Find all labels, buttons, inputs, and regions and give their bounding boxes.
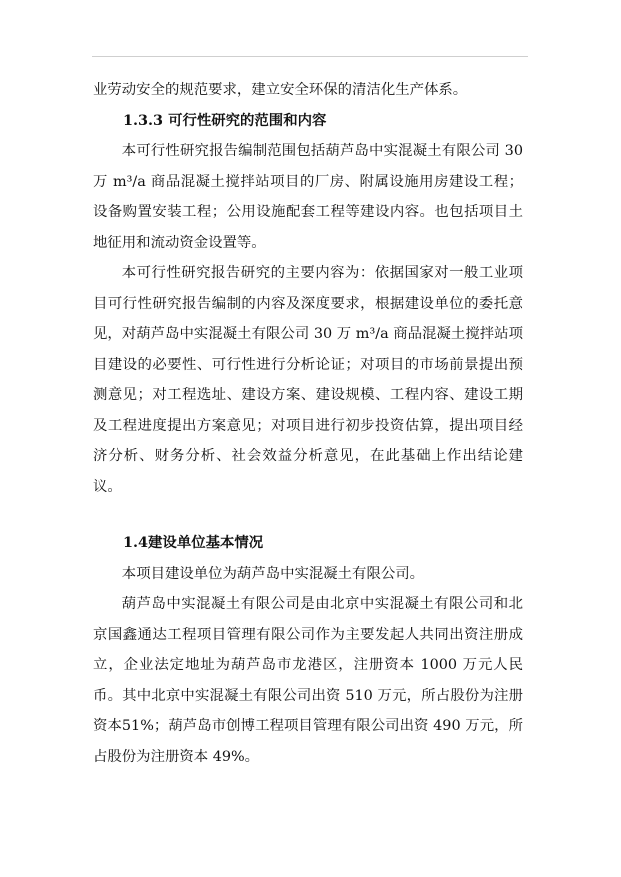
continuation-line: 业劳动安全的规范要求，建立安全环保的清洁化生产体系。	[93, 82, 468, 98]
section-1-4-heading: 1.4建设单位基本情况	[123, 534, 264, 551]
text-block-upper	[93, 75, 523, 502]
section-1-3-3-heading: 1.3.3 可行性研究的范围和内容	[123, 111, 327, 129]
text-block-lower	[93, 528, 523, 772]
header-rule	[92, 56, 528, 57]
scope-paragraph: 本可行性研究报告编制范围包括葫芦岛中实混凝土有限公司 30万 m³/a 商品混凝土搅拌站项目的厂房、附属设施用房建设工程；设备购置安装工程；公用设施配套工程等建设内容。也包括项目土地征用和流动资金设置等。	[93, 143, 523, 251]
builder-paragraph: 本项目建设单位为葫芦岛中实混凝土有限公司。	[121, 565, 425, 582]
content-paragraph: 本可行性研究报告研究的主要内容为：依据国家对一般工业项目可行性研究报告编制的内容及深度要求，根据建设单位的委托意见，对葫芦岛中实混凝土有限公司 30 万 m³/a 商品混凝土搅拌站项目建设的必要性、可行性进行分析论证；对项目的市场前景提出预测意见；对工程选址、建设方案、建设规模、工程内容、建设工期及工程进度提出方案意见；对项目进行初步投资估算，提出项目经济分析、财务分析、社会效益分析意见，在此基础上作出结论建议。	[93, 265, 523, 495]
company-paragraph: 葫芦岛中实混凝土有限公司是由北京中实混凝土有限公司和北京国鑫通达工程项目管理有限公司作为主要发起人共同出资注册成立，企业法定地址为葫芦岛市龙港区，注册资本 1000 万元人民币。其中北京中实混凝土有限公司出资 510 万元，所占股份为注册资本51%；葫芦岛市创博工程项目管理有限公司出资 490 万元，所占股份为注册资本 49%。	[93, 596, 523, 765]
